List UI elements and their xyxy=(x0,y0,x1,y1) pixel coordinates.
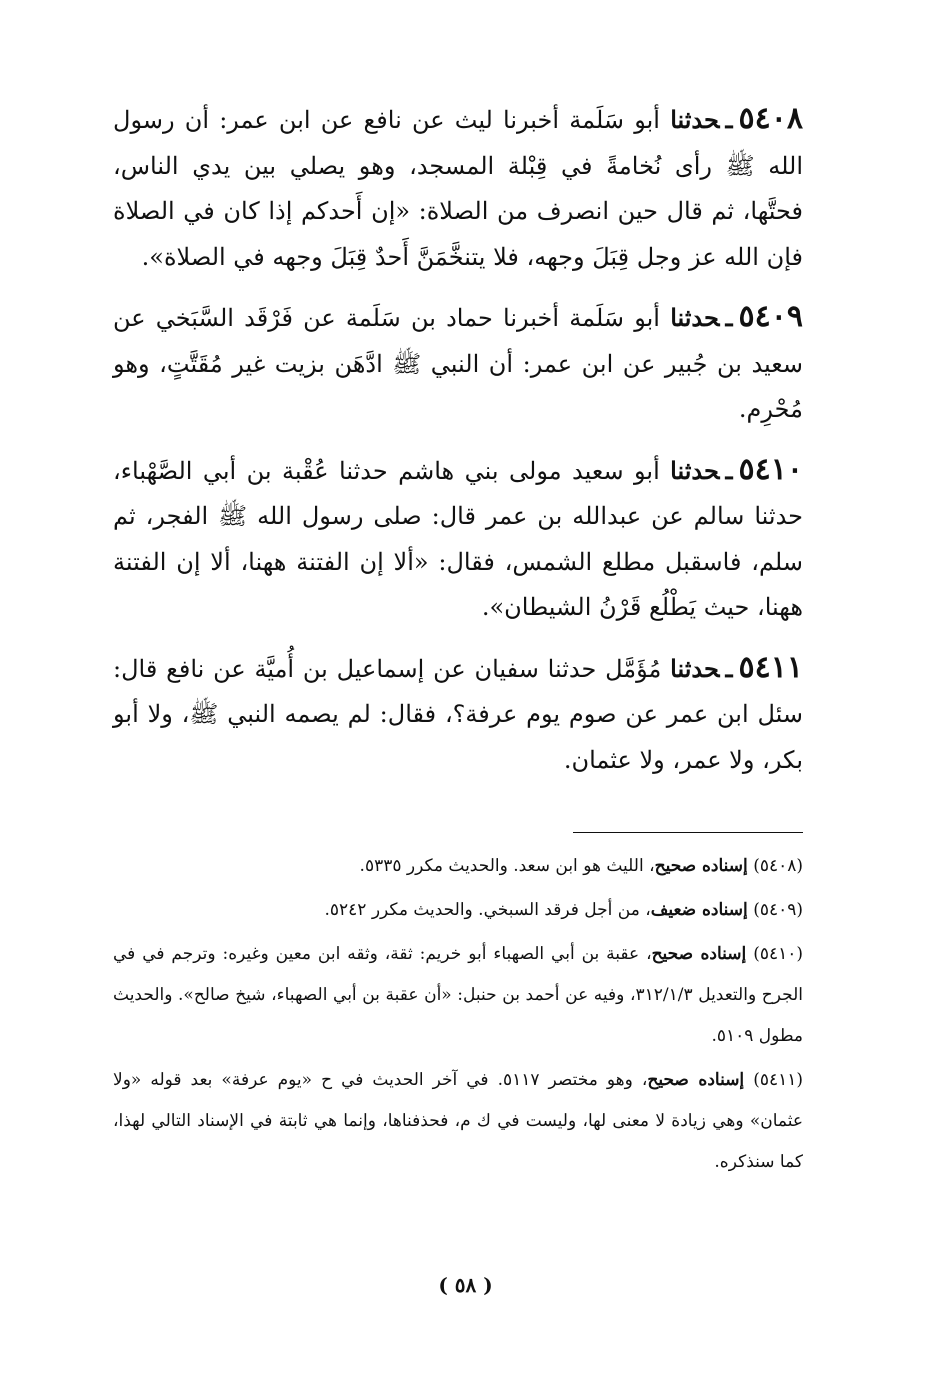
footnote-5408 xyxy=(113,846,803,887)
footnote-text: ، الليث هو ابن سعد. والحديث مكرر ٥٣٣٥. xyxy=(359,856,655,876)
footnote-keyword: إسناده صحيح xyxy=(647,1070,745,1090)
hadith-number: ٥٤٠٩ xyxy=(738,299,803,334)
footnote-text: ، وهو مختصر ٥١١٧. في آخر الحديث في ح «يوم عرفة» بعد قوله «ولا عثمان» وهي زيادة لا معنى لها، وليست في ك م، فحذفناها، وإنما هي ثابتة في الإسناد التالي لهذا، كما سنذكره. xyxy=(113,1070,803,1172)
hadith-number: ٥٤١١ xyxy=(738,649,803,685)
hadith-5410 xyxy=(113,447,803,631)
footnote-5410 xyxy=(113,934,803,1057)
hadith-keyword: حدثنا xyxy=(670,303,720,332)
hadith-dash: ـ xyxy=(725,105,733,134)
footnote-keyword: إسناده ضعيف xyxy=(650,900,748,920)
hadith-number: ٥٤٠٨ xyxy=(738,101,803,136)
footnote-text: ، من أجل فرقد السبخي. والحديث مكرر ٥٢٤٢. xyxy=(324,900,651,920)
hadith-text: أبو سَلَمة أخبرنا حماد بن سَلَمة عن فَرْقَد السَّبَخي عن سعيد بن جُبير عن ابن عمر: أن النبي ﷺ ادَّهَن بزيت غير مُقَتَّتٍ، وهو مُحْرِم. xyxy=(113,304,803,423)
hadith-text: أبو سَلَمة أخبرنا ليث عن نافع عن ابن عمر: أن رسول الله ﷺ رأى نُخامةً في قِبْلة المسجد، وهو يصلي بين يدي الناس، فحتَّها، ثم قال حين انصرف من الصلاة: «إن أَحدكم إذا كان في الصلاة فإن الله عز وجل قِبَلَ وجهه، فلا يتنخَّمَنَّ أَحدٌ قِبَلَ وجهه في الصلاة». xyxy=(113,106,803,271)
hadith-5408 xyxy=(113,96,803,280)
hadith-text: أبو سعيد مولى بني هاشم حدثنا عُقْبة بن أبي الصَّهْباء، حدثنا سالم عن عبدالله بن عمر قال: صلى رسول الله ﷺ الفجر، ثم سلم، فاسقبل مطلع الشمس، فقال: «ألا إن الفتنة ههنا، ألا إن الفتنة ههنا، حيث يَطْلُع قَرْنُ الشيطان». xyxy=(113,456,803,621)
footnote-text: ، عقبة بن أبي الصهباء أبو خريم: ثقة، وثقه ابن معين وغيره: وترجم في في الجرح والتعديل ٣١٢/١/٣، وفيه عن أحمد بن حنبل: «أن عقبة بن أبي الصهباء، شيخ صالح». والحديث مطول ٥١٠٩. xyxy=(113,944,803,1046)
hadith-keyword: حدثنا xyxy=(670,653,720,683)
hadith-5409 xyxy=(113,294,803,433)
hadith-5411 xyxy=(113,645,803,784)
footnote-ref: (٥٤٠٩) xyxy=(753,900,803,920)
main-text xyxy=(113,96,803,797)
footnote-ref: (٥٤١٠) xyxy=(753,944,804,964)
footnote-5411 xyxy=(113,1060,803,1183)
hadith-text: مُؤَمَّل حدثنا سفيان عن إسماعيل بن أُميَّة عن نافع قال: سئل ابن عمر عن صوم يوم عرفة؟، فقال: لم يصمه النبي ﷺ، ولا أبو بكر، ولا عمر، ولا عثمان. xyxy=(113,654,803,774)
hadith-number: ٥٤١٠ xyxy=(738,451,803,487)
footnote-ref: (٥٤١١) xyxy=(753,1070,804,1090)
hadith-keyword: حدثنا xyxy=(670,455,720,485)
footnote-keyword: إسناده صحيح xyxy=(654,856,748,876)
hadith-dash: ـ xyxy=(725,653,733,683)
footnote-keyword: إسناده صحيح xyxy=(651,944,747,964)
page-number: ( ٥٨ ) xyxy=(438,1273,493,1297)
hadith-dash: ـ xyxy=(725,303,733,332)
footnote-5409 xyxy=(113,890,803,931)
footnote-ref: (٥٤٠٨) xyxy=(753,856,803,876)
hadith-keyword: حدثنا xyxy=(670,105,720,134)
footnote-separator xyxy=(573,832,803,833)
footnotes xyxy=(113,846,803,1186)
hadith-dash: ـ xyxy=(725,455,733,485)
